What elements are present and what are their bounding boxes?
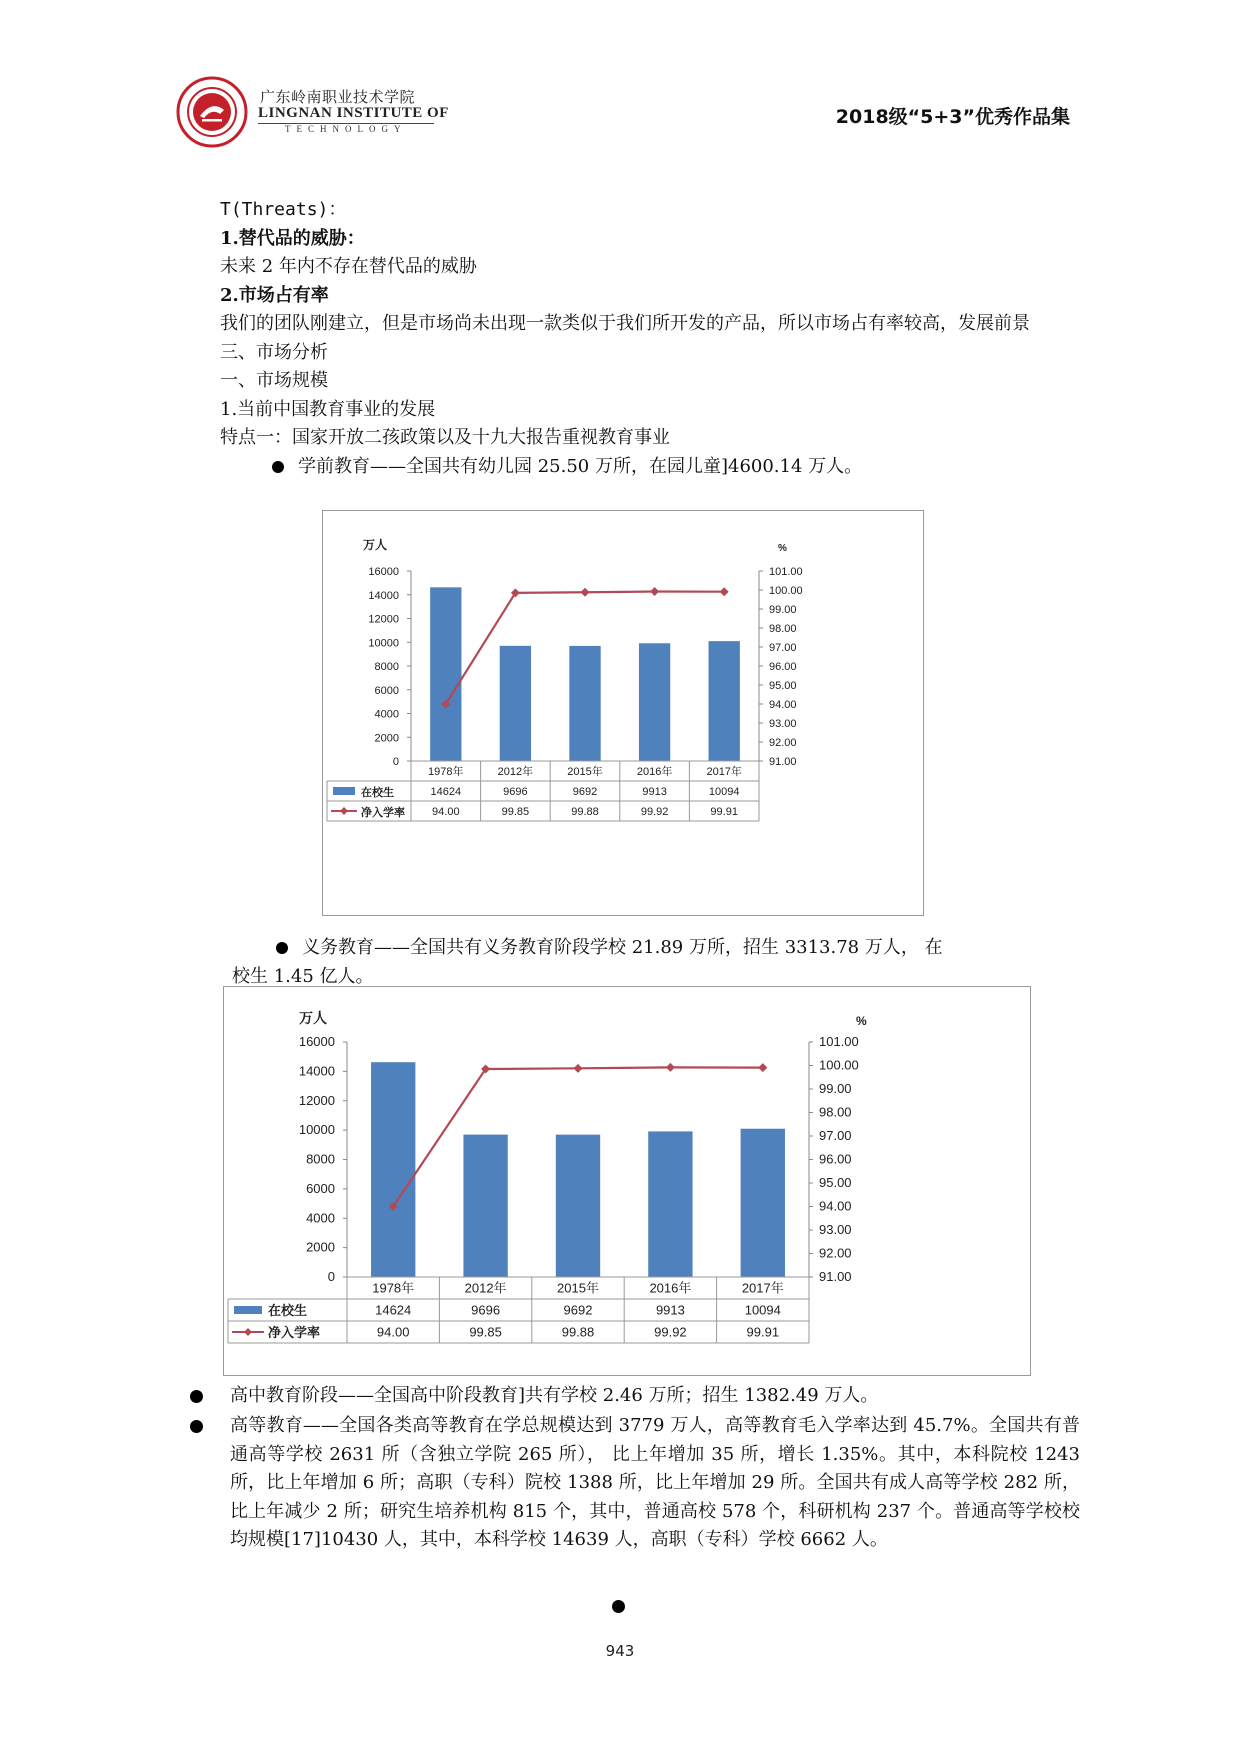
category-label: 2016年 — [636, 766, 673, 778]
right-tick-label: 97.00 — [819, 1128, 852, 1143]
item2-text: 我们的团队刚建立，但是市场尚未出现一款类似于我们所开发的产品，所以市场占有率较高，发展前景 — [220, 313, 1030, 334]
right-tick-label: 99.00 — [769, 604, 797, 616]
bullet-dot — [276, 942, 288, 954]
bullet-dot — [272, 461, 284, 473]
trailing-bullet-dot — [612, 1600, 625, 1613]
table-value: 99.91 — [710, 806, 738, 818]
table-value: 99.91 — [746, 1324, 780, 1340]
feature-one: 特点一：国家开放二孩政策以及十九大报告重视教育事业 — [220, 427, 670, 448]
chart-svg — [323, 511, 922, 914]
line-marker — [666, 1063, 675, 1072]
school-seal-logo — [176, 76, 248, 148]
table-value: 9696 — [471, 1302, 501, 1318]
page-header — [0, 0, 1240, 160]
threats-heading: T(Threats)： — [220, 199, 347, 220]
chart-svg — [224, 987, 1029, 1374]
bar — [709, 641, 740, 761]
table-value: 9696 — [503, 786, 528, 798]
left-tick-label: 0 — [327, 1269, 335, 1284]
item1-text: 未来 2 年内不存在替代品的威胁 — [220, 256, 477, 277]
line-marker — [720, 587, 729, 596]
left-tick-label: 14000 — [298, 1063, 335, 1079]
school-name-en-line2: TECHNOLOGY — [285, 124, 407, 134]
right-tick-label: 97.00 — [769, 642, 797, 654]
bullet-preschool-text: 学前教育——全国共有幼儿园 25.50 万所，在园儿童]4600.14 万人。 — [298, 455, 863, 477]
right-tick-label: 99.00 — [819, 1081, 852, 1096]
collection-title: 2018级“5+3”优秀作品集 — [835, 106, 1070, 128]
left-tick-label: 6000 — [374, 684, 399, 697]
left-axis-unit: 万人 — [363, 538, 388, 552]
table-value: 99.85 — [469, 1324, 502, 1340]
table-value: 99.92 — [640, 806, 669, 818]
table-value: 94.00 — [376, 1324, 410, 1340]
line-marker — [758, 1063, 767, 1072]
left-tick-label: 16000 — [298, 1034, 335, 1049]
table-value: 99.88 — [561, 1324, 595, 1340]
school-name-cn: 广东岭南职业技术学院 — [260, 88, 416, 106]
right-tick-label: 96.00 — [819, 1151, 852, 1167]
table-value: 9692 — [563, 1302, 593, 1318]
bar — [556, 1135, 600, 1277]
left-tick-label: 8000 — [306, 1151, 335, 1167]
bar — [371, 1062, 415, 1277]
left-tick-label: 2000 — [306, 1239, 335, 1255]
right-tick-label: 95.00 — [769, 680, 797, 692]
bullet-high-school-text: 高中教育阶段——全国高中阶段教育]共有学校 2.46 万所；招生 1382.49 万人。 — [230, 1385, 879, 1406]
line-marker — [581, 588, 590, 597]
category-label: 2012年 — [464, 1280, 507, 1296]
right-tick-label: 91.00 — [819, 1269, 852, 1284]
legend-label-line: 净入学率 — [268, 1325, 321, 1340]
main-content — [180, 196, 1080, 481]
bullet-compulsory — [232, 934, 1080, 991]
right-tick-label: 93.00 — [769, 718, 797, 730]
bar — [569, 646, 600, 761]
left-tick-label: 8000 — [374, 661, 399, 673]
right-axis-unit: % — [778, 543, 787, 554]
right-tick-label: 101.00 — [769, 566, 803, 578]
category-label: 2017年 — [741, 1280, 784, 1296]
chart-compulsory — [223, 986, 1031, 1376]
right-tick-label: 98.00 — [819, 1104, 852, 1120]
left-tick-label: 14000 — [368, 589, 399, 602]
left-tick-label: 16000 — [368, 566, 399, 578]
bar — [463, 1135, 507, 1277]
right-axis-unit: % — [856, 1014, 867, 1028]
category-label: 2015年 — [557, 1280, 599, 1296]
school-name-en: LINGNAN INSTITUTE OF — [258, 105, 449, 121]
legend-label-bar: 在校生 — [268, 1303, 308, 1318]
category-label: 2017年 — [706, 766, 742, 778]
table-value: 99.92 — [654, 1324, 687, 1340]
left-tick-label: 4000 — [374, 708, 399, 721]
item1-title: 1.替代品的威胁： — [220, 227, 365, 249]
section-market-analysis: 三、市场分析 — [220, 341, 328, 363]
bullet-dot — [190, 1420, 203, 1433]
bullet-higher-education — [190, 1412, 1080, 1555]
table-value: 99.88 — [571, 806, 599, 818]
right-tick-label: 98.00 — [769, 623, 797, 635]
right-tick-label: 92.00 — [819, 1245, 852, 1261]
left-tick-label: 0 — [392, 756, 399, 768]
right-tick-label: 100.00 — [819, 1057, 859, 1073]
bar — [500, 646, 531, 761]
bar — [639, 643, 670, 761]
legend-swatch-marker — [340, 807, 348, 815]
left-axis-unit: 万人 — [299, 1010, 327, 1026]
legend-label-bar: 在校生 — [361, 787, 394, 799]
table-value: 9913 — [655, 1302, 685, 1318]
line-marker — [574, 1064, 583, 1073]
legend-label-line: 净入学率 — [361, 807, 405, 819]
table-value: 14624 — [430, 786, 462, 798]
left-tick-label: 10000 — [368, 637, 399, 650]
bar — [430, 587, 461, 761]
page-number: 943 — [605, 1642, 635, 1660]
legend-swatch-bar — [234, 1306, 262, 1314]
right-tick-label: 93.00 — [819, 1222, 852, 1237]
category-label: 2015年 — [567, 766, 603, 778]
bullet-preschool — [180, 453, 1080, 482]
item2-title: 2.市场占有率 — [220, 284, 329, 306]
table-value: 9692 — [572, 786, 598, 798]
bar — [648, 1131, 692, 1277]
left-tick-label: 2000 — [374, 732, 399, 745]
bullet-compulsory-line1 — [276, 934, 1080, 963]
subsection-education-development: 1.当前中国教育事业的发展 — [220, 398, 436, 420]
bullet-compulsory-line2: 校生 1.45 亿人。 — [232, 965, 374, 987]
category-label: 1978年 — [428, 766, 464, 778]
table-value: 10094 — [744, 1302, 781, 1318]
left-tick-label: 6000 — [306, 1180, 335, 1196]
legend-swatch-bar — [333, 787, 355, 795]
bullet-higher-education-text: 高等教育——全国各类高等教育在学总规模达到 3779 万人，高等教育毛入学率达到 45.7%。全国共有普通高等学校 2631 所（含独立学院 265 所）， 比上年增加 35 所，增长 1.35%。其中，本科院校 1243 所，比上年增加 6 所；高职（专科）院校 1388 所，比上年增加 29 所。全国共有成人高等学校 282 所，比上年减少 2 所；研究生培养机构 815 个，其中，普通高校 578 个，科研机构 237 个。普通高等学校校均规模[17]10430 人，其中，本科学校 14639 人，高职（专科）学校 6662 人。 — [230, 1415, 1080, 1550]
right-tick-label: 94.00 — [819, 1198, 852, 1214]
right-tick-label: 101.00 — [819, 1034, 859, 1049]
table-value: 99.85 — [501, 806, 530, 818]
section-market-scale: 一、市场规模 — [220, 370, 328, 391]
right-tick-label: 94.00 — [769, 699, 797, 711]
right-tick-label: 95.00 — [819, 1175, 852, 1190]
legend-swatch-marker — [244, 1328, 252, 1336]
table-value: 94.00 — [432, 806, 460, 818]
bar — [741, 1129, 785, 1277]
category-label: 1978年 — [372, 1280, 415, 1296]
left-tick-label: 12000 — [368, 613, 399, 626]
category-label: 2012年 — [497, 766, 534, 778]
chart-preschool — [322, 510, 924, 916]
line-marker — [650, 587, 659, 596]
left-tick-label: 10000 — [298, 1122, 335, 1138]
left-tick-label: 4000 — [306, 1210, 335, 1226]
right-tick-label: 92.00 — [769, 737, 797, 749]
table-value: 9913 — [642, 786, 667, 798]
right-tick-label: 91.00 — [769, 756, 797, 768]
category-label: 2016年 — [649, 1280, 692, 1296]
bullet-compulsory-text: 义务教育——全国共有义务教育阶段学校 21.89 万所，招生 3313.78 万人， 在 — [302, 937, 943, 958]
right-tick-label: 96.00 — [769, 661, 797, 673]
table-value: 14624 — [375, 1302, 412, 1318]
bullet-high-school — [190, 1382, 1080, 1411]
table-value: 10094 — [708, 786, 740, 798]
bullet-dot — [190, 1390, 203, 1403]
left-tick-label: 12000 — [298, 1092, 335, 1108]
right-tick-label: 100.00 — [769, 585, 803, 597]
